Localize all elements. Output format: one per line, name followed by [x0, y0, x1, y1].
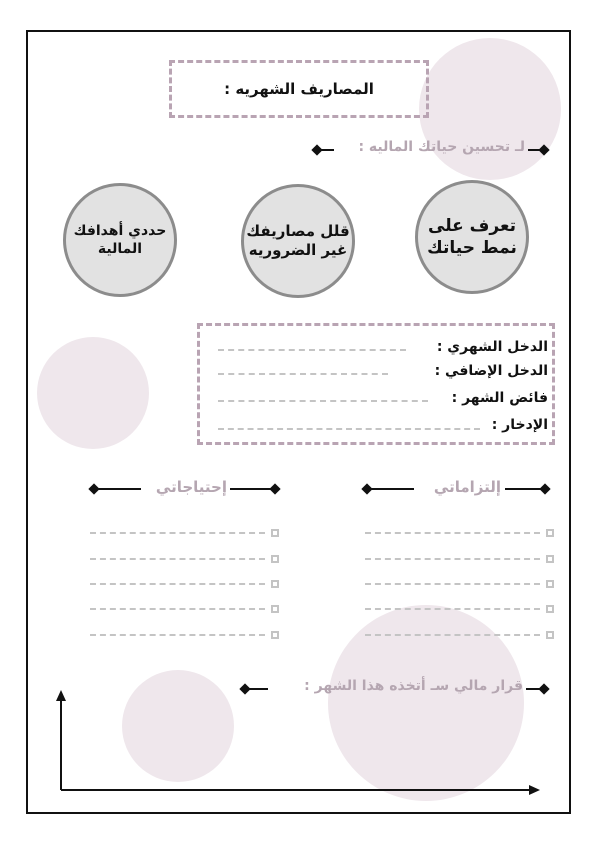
tip-text-line: غير الضروريه: [248, 241, 348, 259]
tip-text-line: نمط حياتك: [427, 238, 517, 258]
commitments-heading: إلتزاماتي: [433, 478, 501, 496]
income-row-label: الدخل الإضافي :: [434, 363, 548, 379]
tip-text-line: المالية: [97, 241, 143, 257]
vertical-axis-arrowhead: [56, 690, 66, 701]
income-row-label: فائض الشهر :: [451, 390, 548, 406]
tip-text-line: حددي أهدافك: [73, 222, 167, 239]
tip-text-line: تعرف على: [428, 215, 516, 236]
improve-heading: لـ تحسين حياتك الماليه :: [358, 139, 525, 155]
needs-heading: إحتياجاتي: [155, 478, 227, 496]
tip-text-line: قلل مصاريفك: [246, 221, 350, 240]
decision-heading: قرار مالي سـ أتخذه هذا الشهر :: [304, 678, 523, 694]
income-row-label: الدخل الشهري :: [436, 339, 548, 355]
income-row-label: الإدخار :: [491, 417, 548, 433]
horizontal-axis-arrowhead: [529, 785, 540, 795]
page-title: المصاريف الشهريه :: [224, 80, 374, 98]
